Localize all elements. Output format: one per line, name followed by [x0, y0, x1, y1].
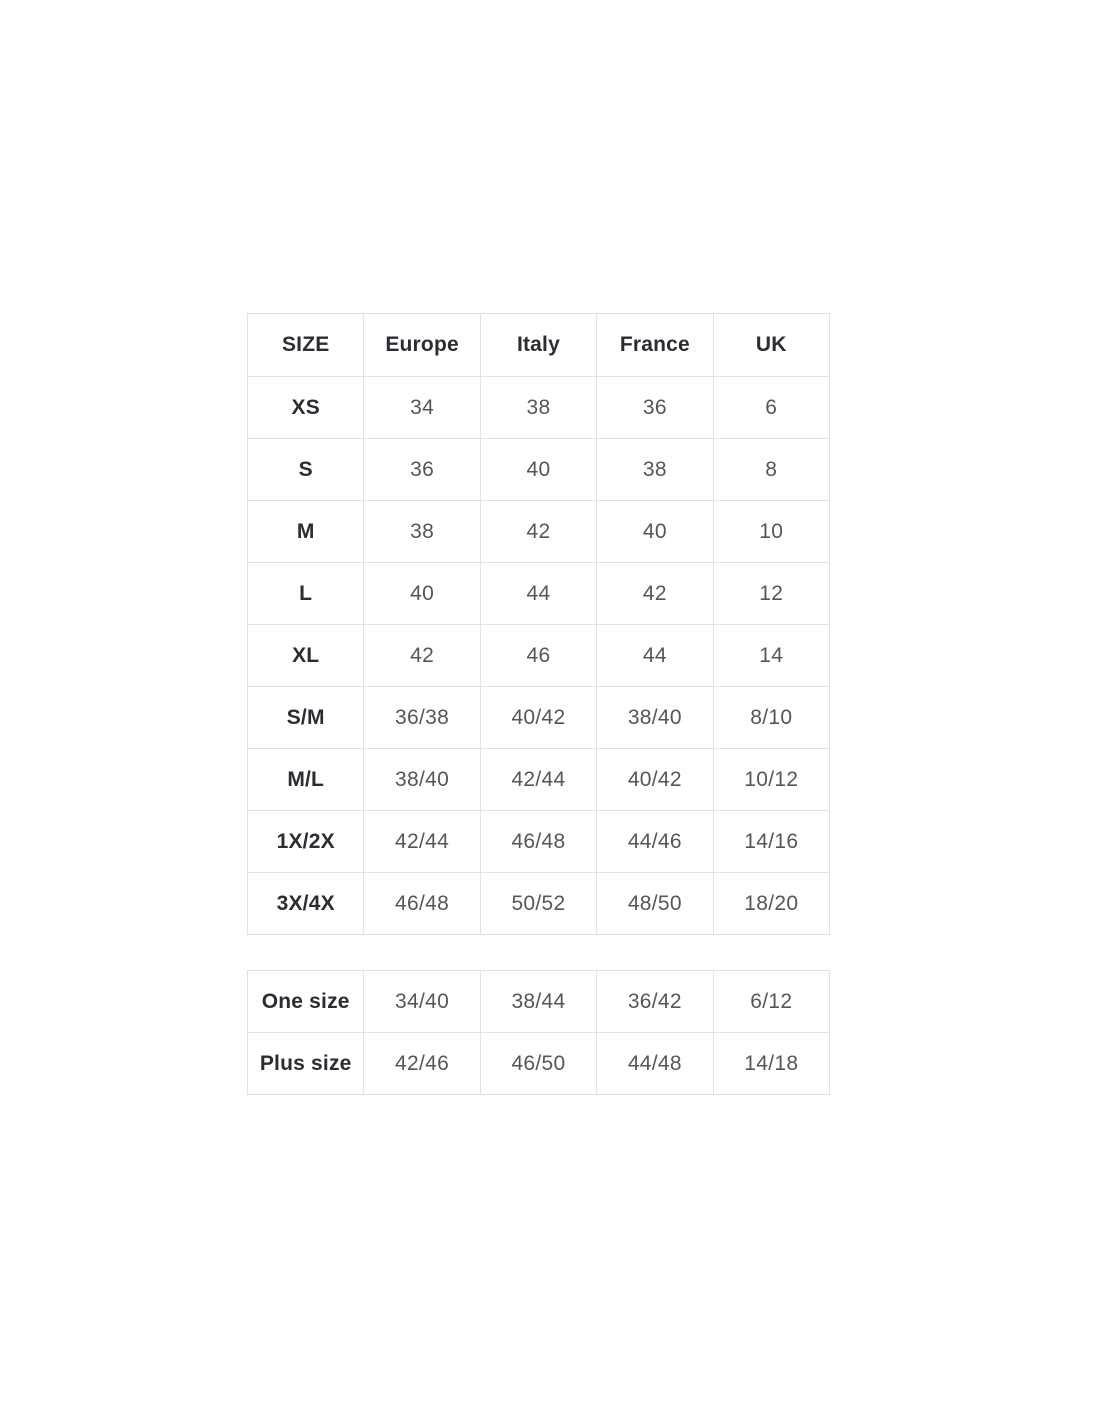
size-value-cell: 8: [713, 439, 829, 501]
table-row: [248, 563, 830, 625]
size-value-cell: 14/16: [713, 811, 829, 873]
column-header-size: SIZE: [248, 314, 364, 377]
size-value-cell: 44: [480, 563, 596, 625]
size-value-cell: 14: [713, 625, 829, 687]
size-value-cell: 38/44: [480, 971, 596, 1033]
size-value-cell: 10/12: [713, 749, 829, 811]
size-value-cell: 38: [480, 377, 596, 439]
size-value-cell: 38/40: [597, 687, 713, 749]
size-value-cell: 40: [364, 563, 480, 625]
size-value-cell: 40/42: [597, 749, 713, 811]
size-value-cell: 10: [713, 501, 829, 563]
size-value-cell: 36: [597, 377, 713, 439]
column-header-uk: UK: [713, 314, 829, 377]
one-size-plus-size-table-body: [248, 971, 830, 1095]
size-value-cell: 18/20: [713, 873, 829, 935]
size-value-cell: 6: [713, 377, 829, 439]
size-chart-section: [247, 313, 830, 1095]
table-row: [248, 1033, 830, 1095]
size-value-cell: 42/46: [364, 1033, 480, 1095]
header-row: [248, 314, 830, 377]
size-conversion-table-header: [248, 314, 830, 377]
table-row: [248, 625, 830, 687]
row-label: M: [248, 501, 364, 563]
size-value-cell: 46: [480, 625, 596, 687]
size-value-cell: 34: [364, 377, 480, 439]
table-row: [248, 687, 830, 749]
size-value-cell: 40: [480, 439, 596, 501]
row-label: XL: [248, 625, 364, 687]
size-value-cell: 42/44: [364, 811, 480, 873]
size-value-cell: 44/48: [597, 1033, 713, 1095]
size-value-cell: 46/48: [480, 811, 596, 873]
size-value-cell: 8/10: [713, 687, 829, 749]
table-row: [248, 811, 830, 873]
size-value-cell: 34/40: [364, 971, 480, 1033]
size-value-cell: 42: [597, 563, 713, 625]
size-value-cell: 46/48: [364, 873, 480, 935]
row-label: 3X/4X: [248, 873, 364, 935]
row-label: S/M: [248, 687, 364, 749]
size-conversion-table: [247, 313, 830, 935]
row-label: XS: [248, 377, 364, 439]
size-value-cell: 38: [364, 501, 480, 563]
size-value-cell: 36/42: [597, 971, 713, 1033]
size-value-cell: 42: [364, 625, 480, 687]
table-row: [248, 501, 830, 563]
size-value-cell: 44/46: [597, 811, 713, 873]
row-label: Plus size: [248, 1033, 364, 1095]
column-header-france: France: [597, 314, 713, 377]
size-value-cell: 38: [597, 439, 713, 501]
table-row: [248, 873, 830, 935]
size-value-cell: 40/42: [480, 687, 596, 749]
size-value-cell: 42/44: [480, 749, 596, 811]
size-value-cell: 50/52: [480, 873, 596, 935]
size-value-cell: 48/50: [597, 873, 713, 935]
row-label: One size: [248, 971, 364, 1033]
column-header-italy: Italy: [480, 314, 596, 377]
row-label: 1X/2X: [248, 811, 364, 873]
row-label: M/L: [248, 749, 364, 811]
size-value-cell: 36: [364, 439, 480, 501]
size-value-cell: 44: [597, 625, 713, 687]
one-size-plus-size-table: [247, 970, 830, 1095]
row-label: L: [248, 563, 364, 625]
size-value-cell: 36/38: [364, 687, 480, 749]
table-row: [248, 749, 830, 811]
size-value-cell: 46/50: [480, 1033, 596, 1095]
size-conversion-table-body: [248, 377, 830, 935]
size-value-cell: 6/12: [713, 971, 829, 1033]
row-label: S: [248, 439, 364, 501]
size-value-cell: 12: [713, 563, 829, 625]
size-value-cell: 14/18: [713, 1033, 829, 1095]
table-row: [248, 971, 830, 1033]
size-value-cell: 40: [597, 501, 713, 563]
table-row: [248, 377, 830, 439]
table-row: [248, 439, 830, 501]
size-value-cell: 38/40: [364, 749, 480, 811]
column-header-europe: Europe: [364, 314, 480, 377]
size-value-cell: 42: [480, 501, 596, 563]
